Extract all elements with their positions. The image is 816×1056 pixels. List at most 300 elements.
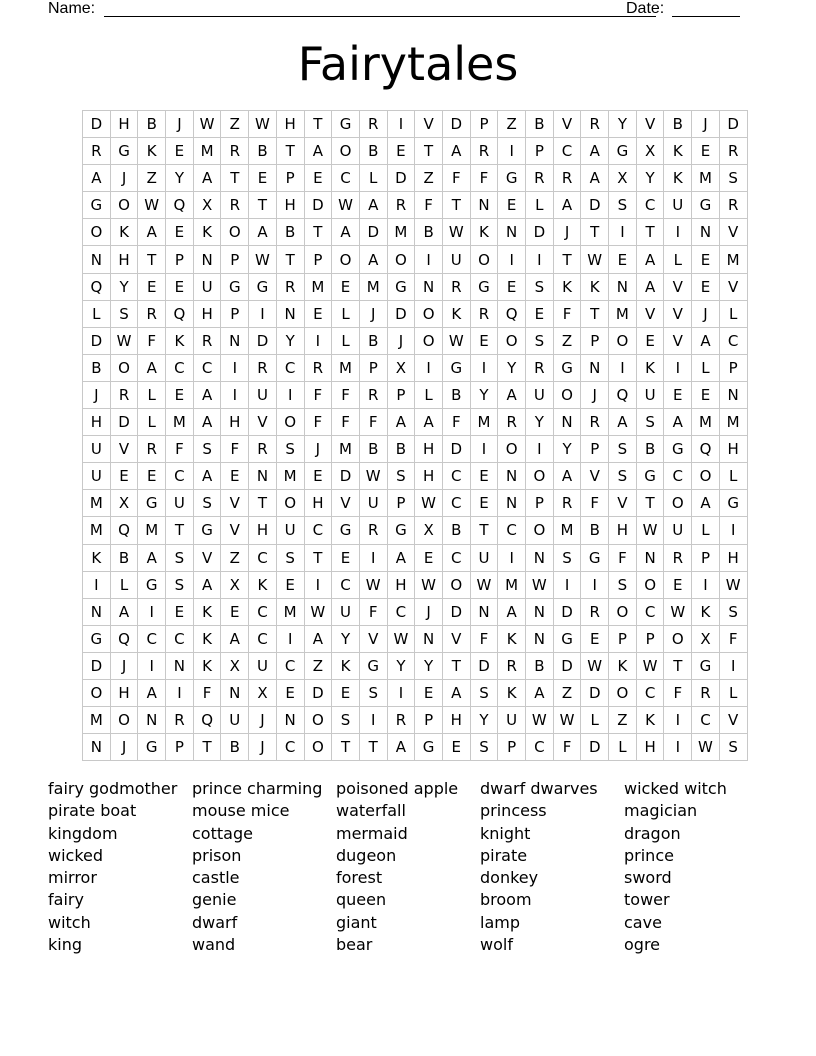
grid-cell: C [249,598,277,625]
grid-cell: S [359,679,387,706]
grid-cell: W [193,111,221,138]
grid-cell: I [304,327,332,354]
grid-cell: B [415,219,443,246]
grid-cell: C [332,571,360,598]
grid-cell: G [110,138,138,165]
grid-cell: Q [498,300,526,327]
grid-cell: B [442,381,470,408]
grid-cell: G [193,517,221,544]
grid-cell: I [664,354,692,381]
grid-cell: Y [498,354,526,381]
grid-cell: F [304,409,332,436]
grid-cell: F [359,598,387,625]
grid-cell: W [249,111,277,138]
grid-cell: T [470,517,498,544]
grid-cell: E [470,463,498,490]
grid-row [83,246,748,273]
grid-cell: N [498,219,526,246]
grid-cell: D [304,679,332,706]
grid-cell: D [581,679,609,706]
grid-cell: N [166,652,194,679]
grid-cell: W [442,219,470,246]
grid-cell: F [470,625,498,652]
grid-cell: B [581,517,609,544]
word-item: poisoned apple [336,779,459,798]
grid-cell: S [719,165,747,192]
grid-cell: C [276,734,304,761]
grid-cell: M [387,219,415,246]
grid-cell: V [636,111,664,138]
grid-cell: A [193,409,221,436]
grid-cell: L [692,517,720,544]
grid-cell: E [470,490,498,517]
grid-cell: N [83,246,111,273]
grid-cell: P [304,246,332,273]
grid-cell: E [470,327,498,354]
grid-cell: S [193,490,221,517]
grid-cell: J [249,707,277,734]
grid-row [83,300,748,327]
grid-cell: I [138,598,166,625]
grid-cell: H [415,436,443,463]
grid-cell: X [415,517,443,544]
grid-cell: W [387,625,415,652]
grid-cell: N [498,490,526,517]
grid-cell: M [719,409,747,436]
grid-cell: Y [470,381,498,408]
grid-cell: T [332,734,360,761]
grid-cell: M [83,517,111,544]
grid-cell: R [110,381,138,408]
grid-cell: A [636,246,664,273]
grid-cell: U [664,517,692,544]
grid-cell: O [415,300,443,327]
grid-cell: D [719,111,747,138]
grid-cell: E [304,463,332,490]
grid-cell: F [166,436,194,463]
grid-cell: I [719,517,747,544]
word-item: dragon [624,823,681,843]
grid-cell: W [526,571,554,598]
grid-cell: T [249,490,277,517]
grid-cell: R [276,273,304,300]
grid-cell: I [276,381,304,408]
grid-cell: A [387,544,415,571]
grid-cell: W [636,652,664,679]
grid-cell: H [110,679,138,706]
grid-cell: B [387,436,415,463]
grid-cell: J [581,381,609,408]
grid-cell: O [387,246,415,273]
grid-cell: Z [498,111,526,138]
grid-cell: X [221,571,249,598]
grid-cell: T [193,734,221,761]
grid-cell: A [526,679,554,706]
grid-cell: R [249,436,277,463]
grid-cell: K [193,652,221,679]
grid-cell: A [304,138,332,165]
grid-cell: V [221,517,249,544]
grid-cell: D [359,219,387,246]
grid-cell: M [609,300,637,327]
grid-cell: N [581,354,609,381]
word-column [480,778,624,956]
word-item: magician [624,801,698,821]
header [48,0,748,20]
grid-cell: E [304,300,332,327]
word-item: fairy godmother [48,779,178,798]
grid-cell: U [83,436,111,463]
grid-cell: V [193,544,221,571]
grid-cell: P [692,544,720,571]
grid-cell: Y [387,652,415,679]
grid-cell: E [415,544,443,571]
grid-cell: C [304,517,332,544]
word-item: dwarf dwarves [480,779,598,798]
grid-cell: E [221,463,249,490]
grid-cell: R [166,707,194,734]
grid-cell: K [332,652,360,679]
grid-cell: Y [470,707,498,734]
grid-cell: G [692,652,720,679]
word-item: donkey [480,868,539,888]
grid-cell: J [304,436,332,463]
grid-cell: F [581,490,609,517]
grid-cell: P [526,138,554,165]
grid-cell: W [304,598,332,625]
grid-cell: R [359,381,387,408]
grid-cell: B [83,354,111,381]
grid-cell: G [553,625,581,652]
grid-cell: Y [166,165,194,192]
grid-cell: K [166,327,194,354]
grid-cell: E [498,192,526,219]
grid-cell: A [193,463,221,490]
grid-cell: Y [553,436,581,463]
grid-row [83,165,748,192]
grid-cell: V [664,327,692,354]
word-item: princess [480,801,547,821]
word-item: witch [48,912,91,932]
grid-cell: I [664,734,692,761]
grid-cell: E [526,300,554,327]
grid-cell: G [636,463,664,490]
grid-cell: K [193,598,221,625]
grid-cell: T [442,652,470,679]
grid-cell: R [664,544,692,571]
grid-cell: U [249,652,277,679]
grid-cell: Q [166,300,194,327]
grid-cell: R [387,192,415,219]
grid-cell: B [526,652,554,679]
word-item: genie [192,890,237,910]
grid-cell: R [304,354,332,381]
word-item: prison [192,845,242,865]
grid-cell: X [193,192,221,219]
grid-cell: C [442,463,470,490]
grid-cell: G [138,490,166,517]
grid-cell: H [193,300,221,327]
grid-cell: T [138,246,166,273]
grid-cell: G [221,273,249,300]
grid-cell: K [498,679,526,706]
grid-cell: I [387,111,415,138]
grid-cell: F [553,300,581,327]
grid-cell: E [166,273,194,300]
grid-cell: Z [304,652,332,679]
grid-cell: N [83,734,111,761]
grid-cell: S [166,544,194,571]
grid-cell: A [442,138,470,165]
word-column [192,778,336,956]
grid-cell: I [692,571,720,598]
grid-cell: X [609,165,637,192]
word-item: cave [624,912,662,932]
grid-cell: D [387,165,415,192]
grid-cell: E [276,679,304,706]
grid-cell: F [359,409,387,436]
grid-cell: U [276,517,304,544]
grid-cell: R [581,598,609,625]
grid-cell: T [304,111,332,138]
grid-cell: M [719,246,747,273]
grid-cell: L [664,246,692,273]
grid-cell: H [110,111,138,138]
grid-cell: O [110,707,138,734]
grid-cell: W [442,327,470,354]
grid-cell: M [83,490,111,517]
grid-cell: M [83,707,111,734]
grid-cell: E [166,219,194,246]
grid-cell: K [470,219,498,246]
grid-cell: S [526,273,554,300]
grid-cell: S [470,734,498,761]
grid-cell: R [442,273,470,300]
grid-cell: O [110,192,138,219]
name-field-line [104,16,656,17]
grid-cell: F [470,165,498,192]
grid-cell: J [692,111,720,138]
grid-cell: O [609,679,637,706]
grid-cell: N [526,625,554,652]
grid-cell: R [138,436,166,463]
grid-cell: A [498,598,526,625]
grid-cell: P [581,436,609,463]
grid-cell: J [387,327,415,354]
grid-cell: L [692,354,720,381]
grid-cell: E [664,571,692,598]
word-item: wolf [480,935,513,955]
grid-cell: A [110,598,138,625]
grid-row [83,517,748,544]
grid-cell: I [221,354,249,381]
grid-cell: N [609,273,637,300]
grid-cell: U [221,707,249,734]
grid-cell: L [415,381,443,408]
grid-cell: E [332,544,360,571]
word-item: knight [480,823,531,843]
grid-cell: K [442,300,470,327]
grid-cell: M [332,354,360,381]
grid-cell: I [415,354,443,381]
grid-cell: W [692,734,720,761]
grid-cell: S [110,300,138,327]
grid-cell: A [193,571,221,598]
grid-cell: O [526,517,554,544]
grid-cell: R [553,165,581,192]
grid-cell: V [609,490,637,517]
grid-cell: I [359,544,387,571]
grid-cell: K [636,707,664,734]
grid-cell: D [553,598,581,625]
word-item: giant [336,912,377,932]
grid-cell: L [719,463,747,490]
grid-cell: D [442,436,470,463]
grid-cell: Q [609,381,637,408]
grid-cell: Z [138,165,166,192]
grid-cell: D [553,652,581,679]
grid-cell: S [719,598,747,625]
grid-cell: R [498,409,526,436]
grid-cell: B [526,111,554,138]
grid-cell: H [83,409,111,436]
grid-cell: E [166,381,194,408]
grid-cell: J [83,381,111,408]
grid-cell: C [166,354,194,381]
grid-cell: A [332,219,360,246]
grid-cell: E [276,571,304,598]
grid-cell: A [138,219,166,246]
grid-cell: H [609,517,637,544]
grid-cell: D [83,327,111,354]
grid-cell: A [581,165,609,192]
grid-cell: A [359,246,387,273]
grid-cell: G [415,734,443,761]
date-label: Date: [626,0,665,17]
grid-cell: F [138,327,166,354]
grid-cell: N [276,300,304,327]
grid-cell: E [415,679,443,706]
grid-cell: T [664,652,692,679]
grid-cell: R [526,165,554,192]
grid-cell: O [526,463,554,490]
grid-row [83,734,748,761]
grid-cell: R [526,354,554,381]
grid-cell: O [498,436,526,463]
grid-cell: L [719,300,747,327]
grid-cell: N [526,544,554,571]
grid-cell: V [110,436,138,463]
grid-cell: K [83,544,111,571]
grid-cell: I [609,354,637,381]
grid-cell: A [553,192,581,219]
grid-cell: V [442,625,470,652]
grid-cell: W [719,571,747,598]
grid-cell: F [304,381,332,408]
grid-cell: L [138,381,166,408]
grid-cell: C [636,192,664,219]
grid-cell: O [221,219,249,246]
grid-cell: Y [415,652,443,679]
grid-cell: C [692,707,720,734]
grid-cell: F [221,436,249,463]
grid-cell: B [442,517,470,544]
grid-cell: G [138,734,166,761]
grid-cell: J [249,734,277,761]
grid-cell: M [470,409,498,436]
grid-cell: J [110,734,138,761]
grid-cell: R [581,111,609,138]
grid-cell: D [387,300,415,327]
word-item: forest [336,868,383,888]
grid-cell: V [332,490,360,517]
grid-cell: S [193,436,221,463]
grid-cell: G [664,436,692,463]
word-item: mirror [48,868,97,888]
grid-cell: C [249,625,277,652]
word-item: mouse mice [192,801,290,821]
grid-cell: H [249,517,277,544]
grid-cell: C [442,490,470,517]
grid-cell: C [636,679,664,706]
grid-cell: G [387,517,415,544]
word-item: kingdom [48,823,118,843]
word-item: dwarf [192,912,238,932]
grid-cell: L [719,679,747,706]
grid-cell: M [692,165,720,192]
word-item: castle [192,868,240,888]
grid-cell: K [498,625,526,652]
grid-cell: I [221,381,249,408]
grid-row [83,652,748,679]
grid-cell: E [387,138,415,165]
grid-cell: S [609,571,637,598]
grid-cell: O [83,679,111,706]
grid-cell: P [581,327,609,354]
grid-cell: T [276,246,304,273]
grid-cell: R [470,138,498,165]
grid-cell: M [692,409,720,436]
grid-cell: V [221,490,249,517]
grid-row [83,544,748,571]
grid-cell: W [553,707,581,734]
grid-cell: R [193,327,221,354]
word-item: bear [336,935,373,955]
grid-cell: O [304,734,332,761]
grid-cell: U [664,192,692,219]
grid-cell: O [636,571,664,598]
grid-cell: T [304,544,332,571]
grid-cell: L [609,734,637,761]
grid-cell: U [249,381,277,408]
grid-cell: B [249,138,277,165]
grid-cell: U [166,490,194,517]
grid-cell: I [719,652,747,679]
grid-cell: E [332,273,360,300]
grid-cell: Z [553,327,581,354]
grid-cell: I [276,625,304,652]
grid-cell: A [664,409,692,436]
grid-cell: K [636,354,664,381]
grid-cell: G [498,165,526,192]
grid-cell: I [415,246,443,273]
grid-cell: K [193,625,221,652]
grid-cell: V [359,625,387,652]
grid-row [83,463,748,490]
grid-cell: V [664,300,692,327]
grid-cell: L [581,707,609,734]
grid-cell: R [692,679,720,706]
